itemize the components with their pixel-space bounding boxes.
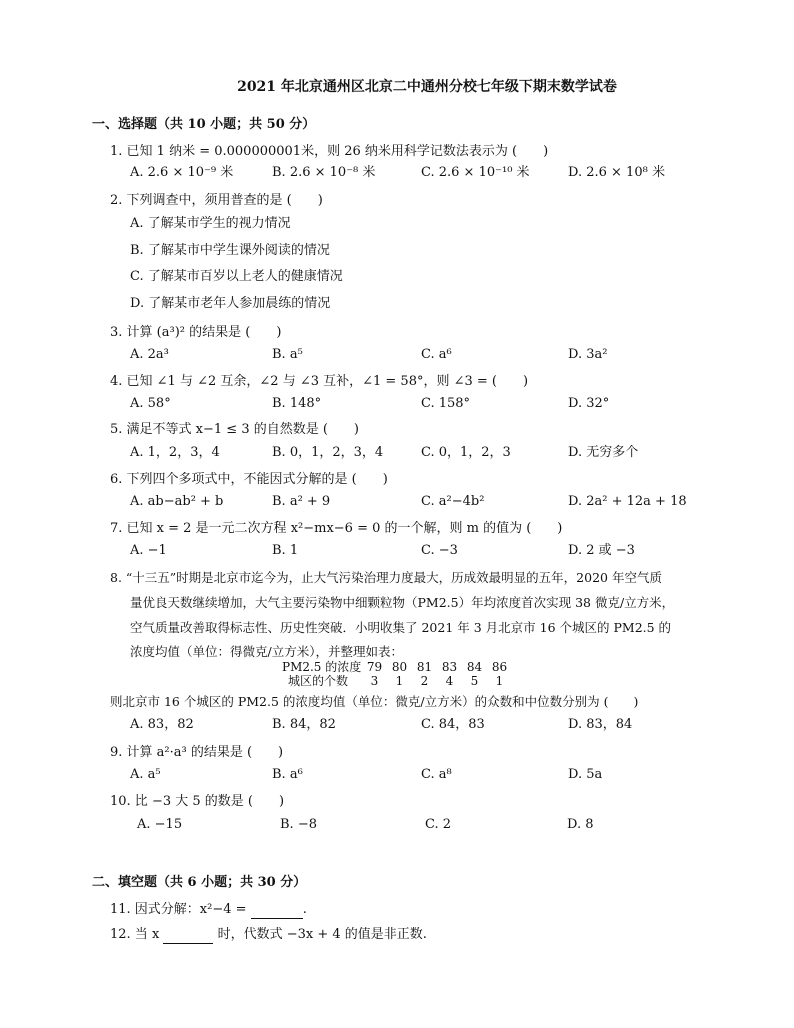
question-7-option-a: A. −1 [130, 543, 167, 558]
pm25-table-row-label: 城区的个数 [288, 674, 349, 688]
question-6-option-b: B. a² + 9 [272, 494, 331, 509]
question-1-stem: 1. 已知 1 纳米 = 0.000000001米，则 26 纳米用科学记数法表示为 ( ) [110, 144, 549, 159]
question-3-stem: 3. 计算 (a³)² 的结果是 ( ) [110, 325, 282, 340]
question-8-line-5: 则北京市 16 个城区的 PM2.5 的浓度均值（单位：微克/立方米）的众数和中位数分别为 ( ) [110, 694, 639, 709]
pm25-table-cell: 4 [445, 674, 454, 688]
pm25-table-row-count [288, 675, 512, 688]
pm25-table-row-label: PM2.5 的浓度 [282, 660, 362, 674]
question-5-option-c: C. 0，1，2，3 [421, 445, 511, 460]
question-7-option-d: D. 2 或 −3 [568, 543, 635, 558]
question-1-option-c: C. 2.6 × 10⁻¹⁰ 米 [421, 165, 530, 180]
question-2-stem: 2. 下列调查中，须用普查的是 ( ) [110, 193, 323, 208]
question-7-stem: 7. 已知 x = 2 是一元二次方程 x²−mx−6 = 0 的一个解，则 m 的值为 ( ) [110, 521, 563, 536]
question-10-stem: 10. 比 −3 大 5 的数是 ( ) [110, 794, 285, 809]
answer-blank[interactable] [251, 905, 303, 919]
question-11-end: . [302, 902, 307, 917]
question-8-line-4: 浓度均值（单位：得微克/立方米），并整理如表： [130, 644, 403, 659]
question-12 [110, 926, 427, 944]
question-2-option-d: D. 了解某市老年人参加晨练的情况 [130, 296, 331, 311]
question-12-text: 12. 当 x [110, 927, 160, 942]
question-4-option-b: B. 148° [272, 396, 322, 411]
question-5-option-b: B. 0，1，2，3，4 [272, 445, 384, 460]
question-8-option-d: D. 83，84 [568, 717, 633, 732]
question-3-option-d: D. 3a² [568, 347, 608, 362]
question-1-option-d: D. 2.6 × 10⁸ 米 [568, 165, 665, 180]
page-title: 2021 年北京通州区北京二中通州分校七年级下期末数学试卷 [237, 79, 617, 95]
question-2-option-b: B. 了解某市中学生课外阅读的情况 [130, 243, 330, 258]
question-10-option-a: A. −15 [137, 817, 183, 832]
question-7-option-c: C. −3 [421, 543, 458, 558]
question-5-option-d: D. 无穷多个 [568, 445, 639, 460]
pm25-table-cell: 1 [395, 674, 404, 688]
question-11-text: 11. 因式分解：x²−4 = [110, 902, 247, 917]
question-1-option-a: A. 2.6 × 10⁻⁹ 米 [130, 165, 234, 180]
question-9-option-c: C. a⁸ [421, 767, 452, 782]
question-3-option-c: C. a⁶ [421, 347, 452, 362]
question-8-option-b: B. 84，82 [272, 717, 336, 732]
question-7-option-b: B. 1 [272, 543, 299, 558]
pm25-table-cell: 5 [470, 674, 479, 688]
question-8-option-c: C. 84，83 [421, 717, 485, 732]
pm25-table-cell: 84 [466, 660, 483, 674]
question-1-option-b: B. 2.6 × 10⁻⁸ 米 [272, 165, 376, 180]
question-11 [110, 901, 307, 919]
pm25-table-row-concentration [282, 661, 512, 674]
question-2-option-c: C. 了解某市百岁以上老人的健康情况 [130, 269, 343, 284]
question-6-stem: 6. 下列四个多项式中，不能因式分解的是 ( ) [110, 472, 388, 487]
pm25-table-cell: 86 [491, 660, 508, 674]
section-heading-fill-blank: 二、填空题（共 6 小题；共 30 分） [92, 875, 307, 890]
answer-blank[interactable] [163, 930, 213, 944]
question-9-option-a: A. a⁵ [130, 767, 161, 782]
question-6-option-a: A. ab−ab² + b [130, 494, 224, 509]
question-6-option-d: D. 2a² + 12a + 18 [568, 494, 687, 509]
question-8-option-a: A. 83，82 [130, 717, 194, 732]
question-3-option-b: B. a⁵ [272, 347, 303, 362]
question-10-option-b: B. −8 [280, 817, 317, 832]
question-9-option-b: B. a⁶ [272, 767, 303, 782]
question-10-option-d: D. 8 [567, 817, 594, 832]
question-5-stem: 5. 满足不等式 x−1 ≤ 3 的自然数是 ( ) [110, 422, 359, 437]
question-12-end: 时，代数式 −3x + 4 的值是非正数. [217, 927, 427, 942]
question-8-line-3: 空气质量改善取得标志性、历史性突破．小明收集了 2021 年 3 月北京市 16 个城区的 PM2.5 的 [130, 620, 672, 635]
question-8-line-2: 量优良天数继续增加，大气主要污染物中细颗粒物（PM2.5）年均浓度首次实现 38 微克/立方米， [130, 595, 675, 610]
pm25-table-cell: 80 [391, 660, 408, 674]
question-4-stem: 4. 已知 ∠1 与 ∠2 互余，∠2 与 ∠3 互补，∠1 = 58°，则 ∠3 = ( ) [110, 374, 529, 389]
question-3-option-a: A. 2a³ [130, 347, 169, 362]
question-10-option-c: C. 2 [425, 817, 452, 832]
section-heading-choice: 一、选择题（共 10 小题；共 50 分） [92, 117, 316, 132]
pm25-table-cell: 83 [441, 660, 458, 674]
pm25-table-cell: 79 [366, 660, 383, 674]
pm25-table-cell: 1 [495, 674, 504, 688]
question-2-option-a: A. 了解某市学生的视力情况 [130, 216, 291, 231]
question-4-option-d: D. 32° [568, 396, 610, 411]
question-4-option-c: C. 158° [421, 396, 471, 411]
pm25-table-cell: 2 [420, 674, 429, 688]
question-4-option-a: A. 58° [130, 396, 171, 411]
question-9-stem: 9. 计算 a²·a³ 的结果是 ( ) [110, 745, 284, 760]
question-8-line-1: 8. “十三五”时期是北京市迄今为，止大气污染治理力度最大，历成效最明显的五年，2020 年空气质 [110, 570, 662, 585]
question-9-option-d: D. 5a [568, 767, 603, 782]
pm25-table-cell: 81 [416, 660, 433, 674]
question-6-option-c: C. a²−4b² [421, 494, 485, 509]
pm25-table-cell: 3 [370, 674, 379, 688]
question-5-option-a: A. 1，2，3，4 [130, 445, 220, 460]
